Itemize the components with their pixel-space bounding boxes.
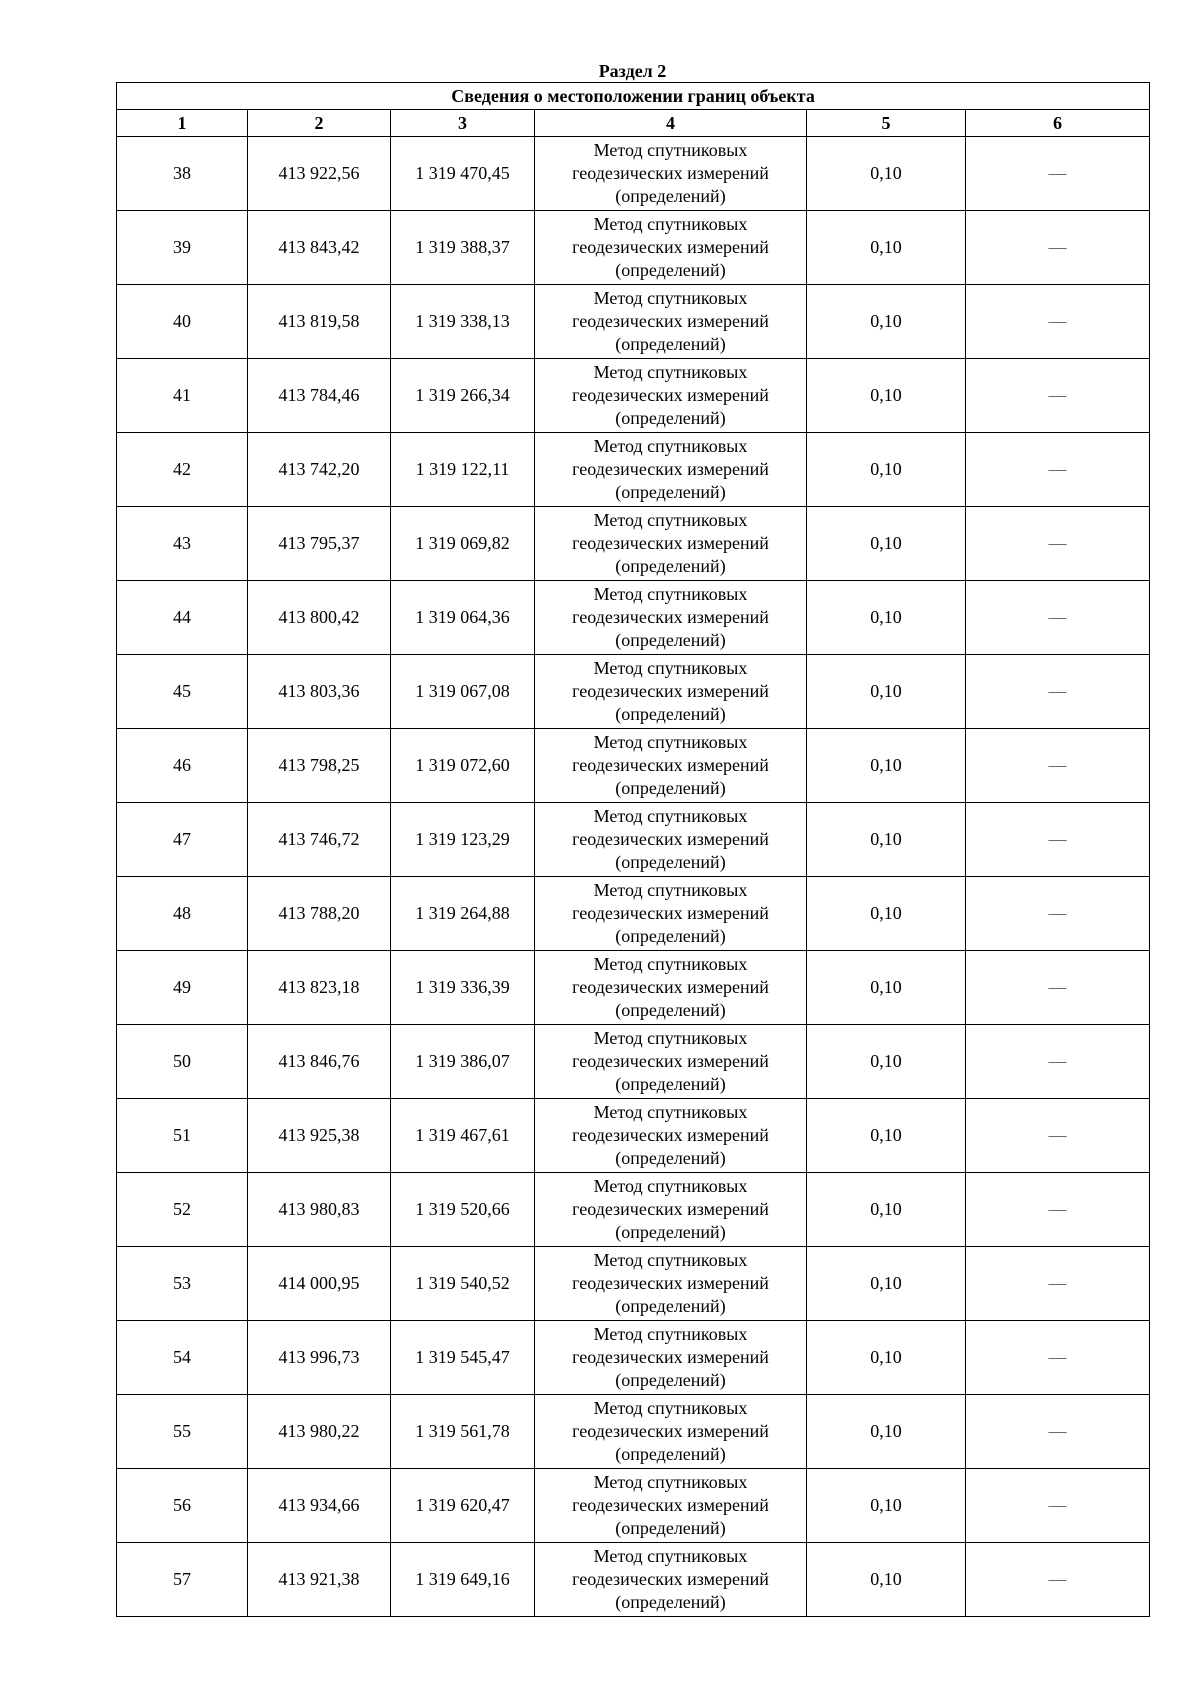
table-row (117, 359, 1150, 433)
point-number-cell: 52 (117, 1173, 248, 1247)
column-header-5: 5 (807, 110, 966, 137)
method-cell (535, 1099, 807, 1173)
method-line: геодезических измерений (572, 755, 769, 775)
coordinate-y-cell: 1 319 470,45 (391, 137, 535, 211)
accuracy-cell: 0,10 (807, 581, 966, 655)
accuracy-cell: 0,10 (807, 1099, 966, 1173)
coordinate-x-cell: 413 846,76 (248, 1025, 391, 1099)
method-line: (определений) (615, 1518, 726, 1538)
coordinate-x-cell: 413 798,25 (248, 729, 391, 803)
coordinate-x-cell: 413 800,42 (248, 581, 391, 655)
point-number-cell: 39 (117, 211, 248, 285)
accuracy-cell: 0,10 (807, 1321, 966, 1395)
method-line: геодезических измерений (572, 1347, 769, 1367)
coordinate-x-cell: 413 934,66 (248, 1469, 391, 1543)
method-line: Метод спутниковых (593, 1250, 748, 1270)
method-cell (535, 211, 807, 285)
note-cell: — (966, 729, 1150, 803)
table-row (117, 581, 1150, 655)
document-page (116, 60, 1149, 1617)
note-cell: — (966, 655, 1150, 729)
coordinate-y-cell: 1 319 520,66 (391, 1173, 535, 1247)
method-line: (определений) (615, 852, 726, 872)
method-line: геодезических измерений (572, 533, 769, 553)
coordinate-y-cell: 1 319 264,88 (391, 877, 535, 951)
method-cell (535, 1543, 807, 1617)
table-caption: Сведения о местоположении границ объекта (117, 83, 1150, 110)
method-line: геодезических измерений (572, 1125, 769, 1145)
method-line: геодезических измерений (572, 237, 769, 257)
coordinate-x-cell: 413 980,22 (248, 1395, 391, 1469)
note-cell: — (966, 137, 1150, 211)
method-line: Метод спутниковых (593, 140, 748, 160)
method-line: Метод спутниковых (593, 436, 748, 456)
method-line: (определений) (615, 630, 726, 650)
method-line: Метод спутниковых (593, 732, 748, 752)
coordinate-y-cell: 1 319 336,39 (391, 951, 535, 1025)
point-number-cell: 56 (117, 1469, 248, 1543)
accuracy-cell: 0,10 (807, 1247, 966, 1321)
method-line: (определений) (615, 1148, 726, 1168)
point-number-cell: 45 (117, 655, 248, 729)
accuracy-cell: 0,10 (807, 285, 966, 359)
method-line: Метод спутниковых (593, 362, 748, 382)
method-line: (определений) (615, 556, 726, 576)
note-cell: — (966, 1025, 1150, 1099)
method-line: (определений) (615, 334, 726, 354)
accuracy-cell: 0,10 (807, 729, 966, 803)
accuracy-cell: 0,10 (807, 951, 966, 1025)
table-row (117, 1543, 1150, 1617)
point-number-cell: 47 (117, 803, 248, 877)
method-cell (535, 1469, 807, 1543)
point-number-cell: 40 (117, 285, 248, 359)
note-cell: — (966, 1543, 1150, 1617)
note-cell: — (966, 1321, 1150, 1395)
coordinate-x-cell: 413 996,73 (248, 1321, 391, 1395)
method-line: геодезических измерений (572, 681, 769, 701)
coordinate-x-cell: 413 746,72 (248, 803, 391, 877)
coordinate-y-cell: 1 319 388,37 (391, 211, 535, 285)
method-line: (определений) (615, 408, 726, 428)
method-line: геодезических измерений (572, 163, 769, 183)
note-cell: — (966, 581, 1150, 655)
method-cell (535, 655, 807, 729)
method-cell (535, 1247, 807, 1321)
table-body (117, 137, 1150, 1617)
table-row (117, 1173, 1150, 1247)
accuracy-cell: 0,10 (807, 1025, 966, 1099)
method-line: геодезических измерений (572, 459, 769, 479)
point-number-cell: 54 (117, 1321, 248, 1395)
point-number-cell: 55 (117, 1395, 248, 1469)
method-line: Метод спутниковых (593, 584, 748, 604)
table-caption-row (117, 83, 1150, 110)
note-cell: — (966, 1099, 1150, 1173)
coordinate-x-cell: 413 921,38 (248, 1543, 391, 1617)
note-cell: — (966, 1173, 1150, 1247)
table-row (117, 803, 1150, 877)
method-line: геодезических измерений (572, 1199, 769, 1219)
note-cell: — (966, 359, 1150, 433)
point-number-cell: 49 (117, 951, 248, 1025)
table-row (117, 1247, 1150, 1321)
method-line: (определений) (615, 778, 726, 798)
method-cell (535, 803, 807, 877)
method-cell (535, 1025, 807, 1099)
table-row (117, 655, 1150, 729)
coordinate-y-cell: 1 319 386,07 (391, 1025, 535, 1099)
method-line: Метод спутниковых (593, 214, 748, 234)
method-line: (определений) (615, 1074, 726, 1094)
table-row (117, 877, 1150, 951)
note-cell: — (966, 1247, 1150, 1321)
table-row (117, 1395, 1150, 1469)
table-row (117, 507, 1150, 581)
coordinate-x-cell: 413 925,38 (248, 1099, 391, 1173)
note-cell: — (966, 1469, 1150, 1543)
method-line: геодезических измерений (572, 1273, 769, 1293)
coordinate-y-cell: 1 319 545,47 (391, 1321, 535, 1395)
method-line: Метод спутниковых (593, 1176, 748, 1196)
coordinate-y-cell: 1 319 069,82 (391, 507, 535, 581)
method-cell (535, 285, 807, 359)
method-cell (535, 581, 807, 655)
coordinate-y-cell: 1 319 122,11 (391, 433, 535, 507)
method-cell (535, 951, 807, 1025)
method-cell (535, 1321, 807, 1395)
method-line: Метод спутниковых (593, 1324, 748, 1344)
note-cell: — (966, 433, 1150, 507)
accuracy-cell: 0,10 (807, 1469, 966, 1543)
method-line: (определений) (615, 704, 726, 724)
point-number-cell: 48 (117, 877, 248, 951)
accuracy-cell: 0,10 (807, 1543, 966, 1617)
method-line: Метод спутниковых (593, 288, 748, 308)
accuracy-cell: 0,10 (807, 803, 966, 877)
method-cell (535, 433, 807, 507)
table-row (117, 729, 1150, 803)
section-title: Раздел 2 (598, 61, 667, 81)
point-number-cell: 57 (117, 1543, 248, 1617)
method-line: (определений) (615, 1222, 726, 1242)
accuracy-cell: 0,10 (807, 359, 966, 433)
coordinate-x-cell: 413 742,20 (248, 433, 391, 507)
point-number-cell: 41 (117, 359, 248, 433)
coordinate-y-cell: 1 319 266,34 (391, 359, 535, 433)
table-row (117, 1469, 1150, 1543)
point-number-cell: 51 (117, 1099, 248, 1173)
coordinate-y-cell: 1 319 064,36 (391, 581, 535, 655)
coordinate-y-cell: 1 319 467,61 (391, 1099, 535, 1173)
note-cell: — (966, 507, 1150, 581)
column-header-4: 4 (535, 110, 807, 137)
coordinate-y-cell: 1 319 123,29 (391, 803, 535, 877)
method-line: геодезических измерений (572, 1495, 769, 1515)
method-line: геодезических измерений (572, 977, 769, 997)
method-line: (определений) (615, 1296, 726, 1316)
accuracy-cell: 0,10 (807, 137, 966, 211)
note-cell: — (966, 803, 1150, 877)
column-header-6: 6 (966, 110, 1150, 137)
table-row (117, 285, 1150, 359)
note-cell: — (966, 1395, 1150, 1469)
coordinate-x-cell: 413 823,18 (248, 951, 391, 1025)
table-row (117, 1321, 1150, 1395)
coordinate-x-cell: 414 000,95 (248, 1247, 391, 1321)
table-row (117, 137, 1150, 211)
coordinate-y-cell: 1 319 540,52 (391, 1247, 535, 1321)
method-line: геодезических измерений (572, 385, 769, 405)
method-line: геодезических измерений (572, 1569, 769, 1589)
coordinate-x-cell: 413 795,37 (248, 507, 391, 581)
method-line: (определений) (615, 1000, 726, 1020)
method-line: Метод спутниковых (593, 1102, 748, 1122)
method-line: Метод спутниковых (593, 806, 748, 826)
method-line: геодезических измерений (572, 311, 769, 331)
method-line: (определений) (615, 482, 726, 502)
method-line: (определений) (615, 1592, 726, 1612)
method-cell (535, 507, 807, 581)
method-line: Метод спутниковых (593, 1472, 748, 1492)
method-line: геодезических измерений (572, 1421, 769, 1441)
method-line: геодезических измерений (572, 829, 769, 849)
coordinate-x-cell: 413 843,42 (248, 211, 391, 285)
coordinate-x-cell: 413 980,83 (248, 1173, 391, 1247)
note-cell: — (966, 951, 1150, 1025)
note-cell: — (966, 211, 1150, 285)
method-line: (определений) (615, 186, 726, 206)
method-cell (535, 877, 807, 951)
point-number-cell: 53 (117, 1247, 248, 1321)
method-line: Метод спутниковых (593, 510, 748, 530)
method-line: Метод спутниковых (593, 1398, 748, 1418)
method-line: (определений) (615, 260, 726, 280)
table-row (117, 1025, 1150, 1099)
method-line: Метод спутниковых (593, 1028, 748, 1048)
point-number-cell: 43 (117, 507, 248, 581)
method-cell (535, 359, 807, 433)
coordinate-x-cell: 413 819,58 (248, 285, 391, 359)
point-number-cell: 42 (117, 433, 248, 507)
coordinate-x-cell: 413 788,20 (248, 877, 391, 951)
point-number-cell: 38 (117, 137, 248, 211)
point-number-cell: 46 (117, 729, 248, 803)
coordinate-y-cell: 1 319 649,16 (391, 1543, 535, 1617)
coordinate-y-cell: 1 319 620,47 (391, 1469, 535, 1543)
table-row (117, 433, 1150, 507)
accuracy-cell: 0,10 (807, 211, 966, 285)
point-number-cell: 50 (117, 1025, 248, 1099)
boundary-table (116, 82, 1150, 1617)
accuracy-cell: 0,10 (807, 433, 966, 507)
note-cell: — (966, 877, 1150, 951)
point-number-cell: 44 (117, 581, 248, 655)
coordinate-y-cell: 1 319 067,08 (391, 655, 535, 729)
coordinate-y-cell: 1 319 072,60 (391, 729, 535, 803)
accuracy-cell: 0,10 (807, 1395, 966, 1469)
coordinate-y-cell: 1 319 338,13 (391, 285, 535, 359)
method-line: Метод спутниковых (593, 1546, 748, 1566)
method-line: Метод спутниковых (593, 954, 748, 974)
accuracy-cell: 0,10 (807, 1173, 966, 1247)
column-header-2: 2 (248, 110, 391, 137)
table-row (117, 211, 1150, 285)
method-line: (определений) (615, 926, 726, 946)
method-cell (535, 1395, 807, 1469)
column-header-1: 1 (117, 110, 248, 137)
method-line: (определений) (615, 1444, 726, 1464)
method-line: геодезических измерений (572, 607, 769, 627)
table-row (117, 1099, 1150, 1173)
method-cell (535, 137, 807, 211)
accuracy-cell: 0,10 (807, 655, 966, 729)
method-line: Метод спутниковых (593, 658, 748, 678)
table-row (117, 951, 1150, 1025)
coordinate-x-cell: 413 803,36 (248, 655, 391, 729)
method-line: геодезических измерений (572, 1051, 769, 1071)
accuracy-cell: 0,10 (807, 507, 966, 581)
note-cell: — (966, 285, 1150, 359)
column-header-3: 3 (391, 110, 535, 137)
method-cell (535, 729, 807, 803)
method-cell (535, 1173, 807, 1247)
method-line: (определений) (615, 1370, 726, 1390)
coordinate-x-cell: 413 784,46 (248, 359, 391, 433)
coordinate-y-cell: 1 319 561,78 (391, 1395, 535, 1469)
method-line: Метод спутниковых (593, 880, 748, 900)
column-number-row (117, 110, 1150, 137)
accuracy-cell: 0,10 (807, 877, 966, 951)
method-line: геодезических измерений (572, 903, 769, 923)
coordinate-x-cell: 413 922,56 (248, 137, 391, 211)
